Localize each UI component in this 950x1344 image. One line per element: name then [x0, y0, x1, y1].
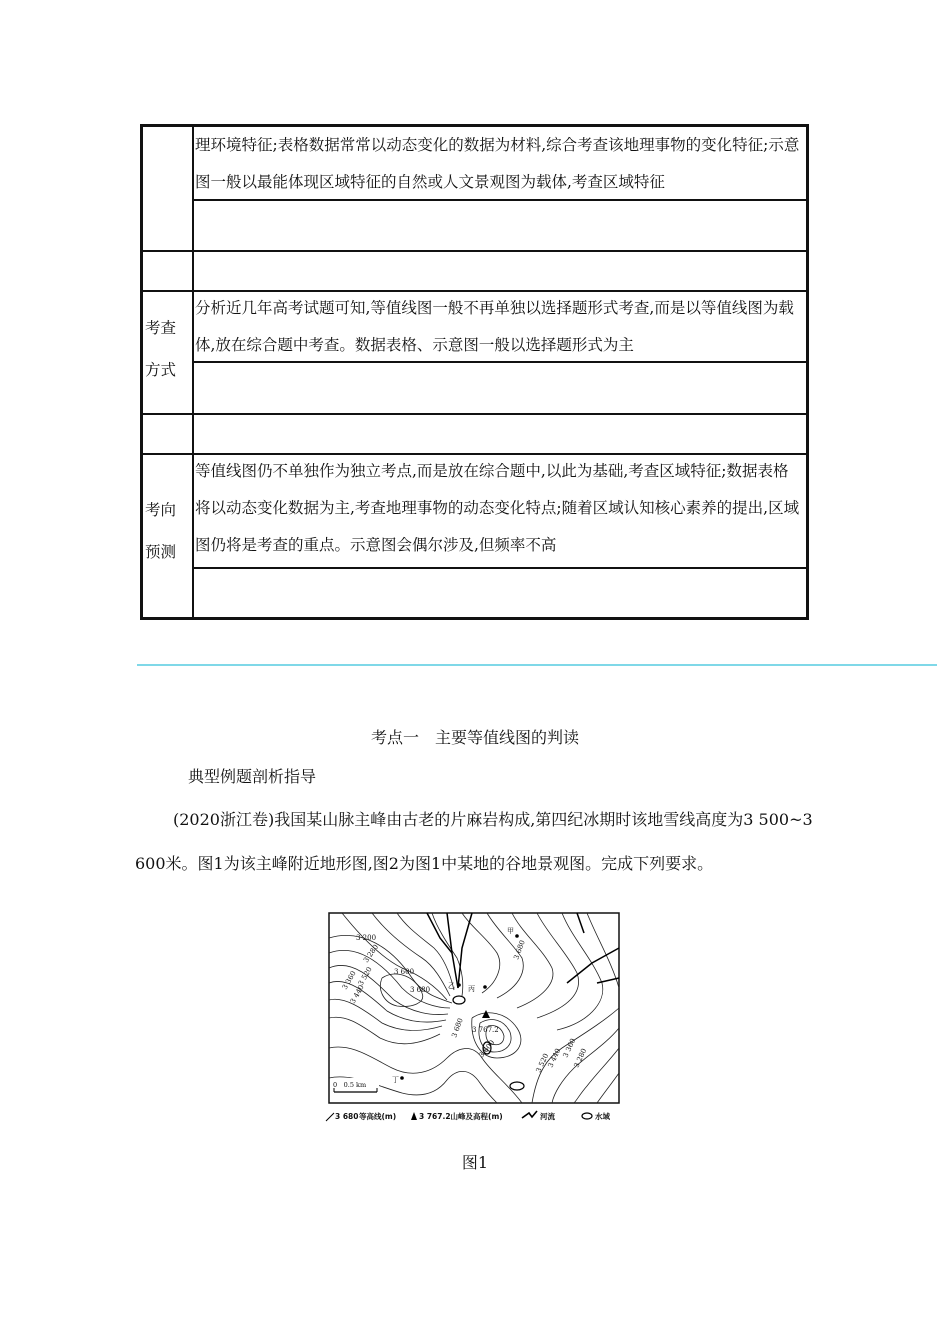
section-subtitle: 典型例题剖析指导: [188, 767, 317, 786]
contour-map-figure: [322, 908, 627, 1128]
place-label-yi: 乙: [448, 982, 455, 990]
contour-label: 3 360: [340, 969, 358, 991]
legend-peak: 3 767.2山峰及高程(m): [419, 1112, 503, 1121]
peak-elevation-label: 3 767.2: [472, 1026, 499, 1034]
table-cell-row3: 等值线图仍不单独作为独立考点,而是放在综合题中,以此为基础,考查区域特征;数据表格将以动态变化数据为主,考查地理事物的动态变化特点;随着区域认知核心素养的提出,区域图仍将是考查的重点。示意图会偶尔涉及,但频率不高: [195, 462, 800, 554]
contour-label: 3 440: [546, 1047, 563, 1069]
map-legend: [326, 1111, 610, 1121]
legend-river: 河流: [540, 1112, 555, 1121]
question-paragraph: (2020浙江卷)我国某山脉主峰由古老的片麻岩构成,第四纪冰期时该地雪线高度为3 500~3 600米。图1为该主峰附近地形图,图2为图1中某地的谷地景观图。完成下列要求。: [135, 810, 813, 873]
legend-contour-value: 3 680: [335, 1112, 359, 1121]
info-table: [140, 124, 809, 620]
place-label-ding: 丁: [392, 1076, 399, 1084]
scale-bar-label: 0 0.5 km: [333, 1081, 367, 1089]
table-divider: [192, 567, 806, 569]
place-label-jia: 甲: [507, 927, 514, 935]
section-divider: [137, 664, 937, 666]
contour-label: 3 280: [362, 943, 381, 965]
place-label-bing: 丙: [468, 985, 475, 993]
legend-water: 水域: [595, 1112, 610, 1121]
section-title: 考点一 主要等值线图的判读: [370, 728, 579, 747]
contour-label: 3 280: [572, 1047, 589, 1069]
table-cell-row2: 分析近几年高考试题可知,等值线图一般不再单独以选择题形式考查,而是以等值线图为载体,放在综合题中考查。数据表格、示意图一般以选择题形式为主: [195, 299, 794, 354]
table-divider: [143, 250, 806, 252]
contour-label: 3 200: [356, 934, 377, 942]
contour-label: 3 680: [512, 939, 527, 961]
table-divider: [143, 413, 806, 415]
legend-contour-text: 等高线(m): [359, 1112, 397, 1121]
contour-label: 3 360: [561, 1037, 578, 1059]
figure-caption: 图1: [461, 1153, 489, 1172]
table-label-method: 考查方式: [145, 319, 177, 379]
table-cell-row1: 理环境特征;表格数据常常以动态变化的数据为材料,综合考查该地理事物的变化特征;示意图一般以最能体现区域特征的自然或人文景观图为载体,考查区域特征: [195, 136, 800, 191]
contour-label: 3 600: [477, 1038, 497, 1060]
contour-label: 3 520: [534, 1052, 551, 1074]
contour-label: 3 680: [450, 1017, 465, 1039]
contour-label: 3 600: [394, 968, 415, 976]
contour-label: 3 680: [410, 986, 431, 994]
table-label-forecast: 考向预测: [145, 501, 177, 561]
contour-label: 3 440: [348, 983, 366, 1005]
contour-label: 3 520: [356, 965, 374, 987]
